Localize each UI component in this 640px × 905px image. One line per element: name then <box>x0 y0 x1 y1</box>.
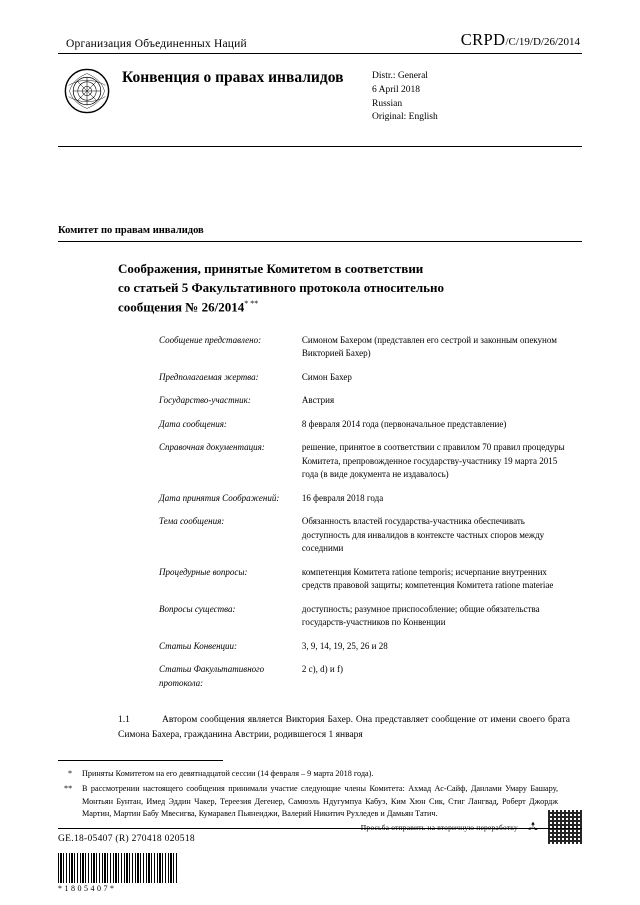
metadata-label: Предполагаемая жертва: <box>159 371 259 382</box>
document-symbol <box>461 30 582 50</box>
table-row <box>158 491 568 515</box>
table-row <box>158 417 568 441</box>
metadata-label: Статьи Конвенции: <box>159 640 238 651</box>
table-row <box>158 662 568 699</box>
organization-name: Организация Объединенных Наций <box>66 38 247 50</box>
case-metadata-table <box>158 333 568 700</box>
barcode-number: *1805407* <box>58 884 117 893</box>
barcode-bars <box>58 853 178 883</box>
distribution-line-0: Distr.: General <box>372 71 428 81</box>
page-content <box>58 30 582 743</box>
body-paragraph <box>118 713 570 742</box>
page-footer <box>58 822 582 893</box>
metadata-label: Вопросы существа: <box>159 603 236 614</box>
recycle-notice <box>361 810 582 844</box>
metadata-value: 2 с), d) и f) <box>301 664 343 675</box>
metadata-value: Обязанность властей государства-участника обеспечивать доступность для инвалидов в контексте частных споров между соседними <box>301 516 545 554</box>
table-row <box>158 370 568 394</box>
metadata-value: Австрия <box>301 395 335 406</box>
footnote-separator <box>58 760 223 761</box>
recycle-text: Просьба отправить на вторичную переработку <box>360 822 518 832</box>
metadata-label: Сообщение представлено: <box>159 334 262 345</box>
metadata-label: Дата сообщения: <box>159 418 227 429</box>
document-header-row <box>58 30 582 54</box>
footnote-text: Приняты Комитетом на его девятнадцатой сессии (14 февраля – 9 марта 2018 года). <box>82 769 374 778</box>
document-code: GE.18-05407 (R) 270418 020518 <box>58 834 195 844</box>
metadata-label: Государство-участник: <box>159 395 251 406</box>
metadata-value: Симон Бахер <box>301 371 352 382</box>
convention-title-row <box>58 54 582 147</box>
un-emblem-icon <box>64 68 110 114</box>
footnote-single-asterisk <box>58 768 558 780</box>
page-title <box>118 260 548 317</box>
metadata-value: 16 февраля 2018 года <box>301 492 384 503</box>
metadata-value: решение, принятое в соответствии с правилом 70 правил процедуры Комитета, препровожденное государству-участнику 19 марта 2015 года (в виде документа не издавалось) <box>301 442 565 480</box>
metadata-value: доступность; разумное приспособление; общие обязательства государств-участников по Конвенции <box>301 603 540 628</box>
footnote-marker: * <box>68 769 73 778</box>
paragraph-number: 1.1 <box>118 715 130 726</box>
page-title-line-3: сообщения № 26/2014 <box>118 299 245 315</box>
metadata-value: Симоном Бахером (представлен его сестрой и законным опекуном Викторией Бахер) <box>301 334 557 359</box>
metadata-label: Справочная документация: <box>159 442 265 453</box>
table-row <box>158 639 568 663</box>
metadata-label: Тема сообщения: <box>159 516 225 527</box>
footnote-text: В рассмотрении настоящего сообщения принимали участие следующие члены Комитета: Ахмад Ас-Сайф, Данлами Умару Башару, Монтьян Бунтан, Имед Эддин Чакер, Тереезия Дегенер, Самюэль Ндугумпуа Кабуэ, Ким Хюн Сик, Стиг Лангвад, Роберт Джордж Мартин, Мартин Бабу Мвесигва, Кумаравел Пьянеиджи, Валерий Никитич Рухледев и Дамьян Татич. <box>82 784 558 818</box>
table-row <box>158 393 568 417</box>
convention-title: Конвенция о правах инвалидов <box>122 69 344 86</box>
metadata-value: 8 февраля 2014 года (первоначальное представление) <box>301 418 507 429</box>
distribution-line-2: Russian <box>372 98 403 109</box>
page-title-line-2: со статьей 5 Факультативного протокола относительно <box>118 279 444 295</box>
table-row <box>158 333 568 370</box>
page-title-footnote-marks: * ** <box>244 298 259 308</box>
page-title-line-1: Соображения, принятые Комитетом в соответствии <box>118 261 424 276</box>
table-row <box>158 565 568 602</box>
committee-heading: Комитет по правам инвалидов <box>58 225 582 242</box>
document-symbol-suffix: /C/19/D/26/2014 <box>505 36 580 48</box>
metadata-value: компетенция Комитета ratione temporis; исчерпание внутренних средств правовой защиты; компетенция Комитета ratione materiae <box>301 566 554 591</box>
metadata-label: Статьи Факультативного протокола: <box>159 664 265 688</box>
metadata-value: 3, 9, 14, 19, 25, 26 и 28 <box>301 640 388 651</box>
document-symbol-prefix: CRPD <box>460 30 506 49</box>
qr-code <box>548 810 582 844</box>
metadata-label: Процедурные вопросы: <box>159 566 248 577</box>
recycle-icon <box>526 820 540 834</box>
footnote-marker: ** <box>64 784 73 794</box>
distribution-line-3: Original: English <box>372 112 438 123</box>
table-row <box>158 602 568 639</box>
table-row <box>158 514 568 565</box>
distribution-line-1: 6 April 2018 <box>372 84 421 95</box>
barcode <box>58 847 178 893</box>
paragraph-text: Автором сообщения является Виктория Бахер. Она представляет сообщение от имени своего брата Симона Бахера, гражданина Австрии, родившегося 1 января <box>118 715 570 741</box>
distribution-block <box>372 64 522 125</box>
table-row <box>158 440 568 491</box>
metadata-label: Дата принятия Соображений: <box>159 492 280 503</box>
